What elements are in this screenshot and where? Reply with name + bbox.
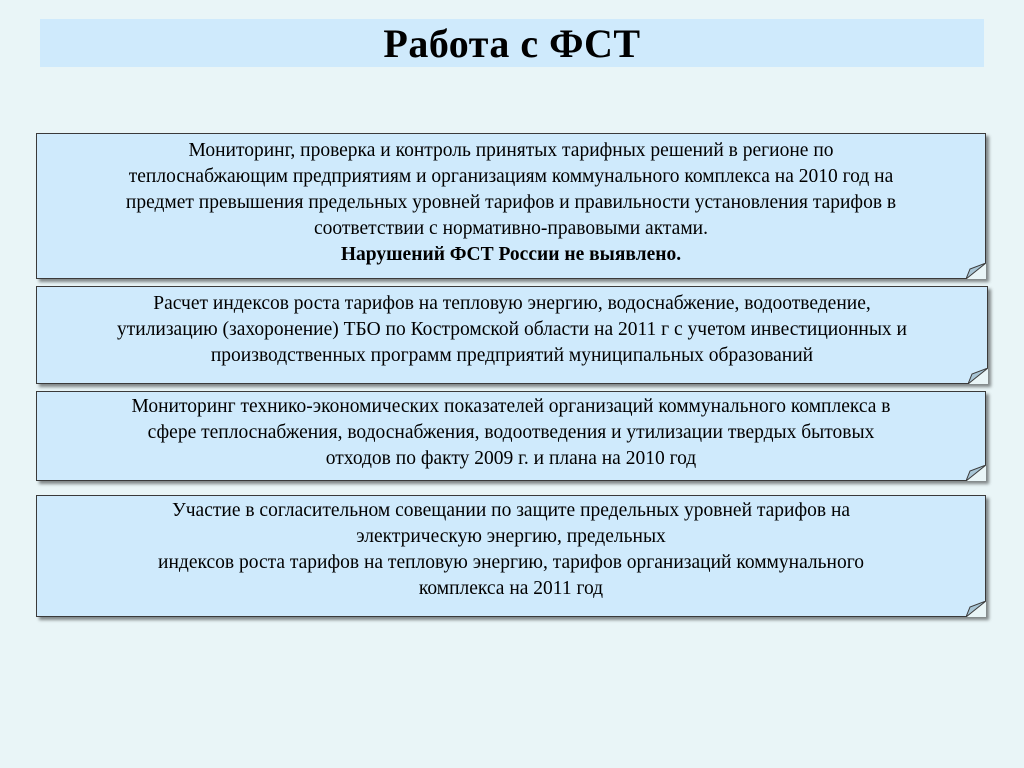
title-bar	[40, 19, 984, 67]
text-line: индексов роста тарифов на тепловую энергию, тарифов организаций коммунального	[158, 552, 864, 573]
text-line: отходов по факту 2009 г. и плана на 2010 год	[325, 448, 697, 469]
text-line: сфере теплоснабжения, водоснабжения, водоотведения и утилизации твердых бытовых	[147, 422, 875, 443]
text-box-index-calculation	[36, 286, 988, 384]
folded-corner-icon	[966, 263, 986, 279]
text-box-conciliation-meeting	[36, 495, 986, 617]
text-line: электрическую энергию, предельных	[356, 526, 666, 547]
text-line: Мониторинг, проверка и контроль принятых тарифных решений в регионе по	[188, 140, 834, 161]
folded-corner-icon	[966, 465, 986, 481]
text-box-tariff-monitoring	[36, 133, 986, 279]
text-box-indicator-monitoring	[36, 391, 986, 481]
text-line: Участие в согласительном совещании по защите предельных уровней тарифов на	[171, 500, 851, 521]
folded-corner-icon	[966, 601, 986, 617]
text-line: производственных программ предприятий муниципальных образований	[210, 345, 814, 366]
violations-statement: Нарушений ФСТ России не выявлено.	[340, 244, 682, 265]
text-line: предмет превышения предельных уровней тарифов и правильности установления тарифов в	[125, 192, 897, 213]
text-line: Мониторинг технико-экономических показателей организаций коммунального комплекса в	[131, 396, 891, 417]
text-line: Расчет индексов роста тарифов на тепловую энергию, водоснабжение, водоотведение,	[153, 293, 871, 314]
folded-corner-icon	[968, 368, 988, 384]
text-line: теплоснабжающим предприятиям и организациям коммунального комплекса на 2010 год на	[128, 166, 894, 187]
text-line: соответствии с нормативно-правовыми актами.	[314, 218, 708, 239]
text-line: комплекса на 2011 год	[418, 578, 604, 599]
slide-title: Работа с ФСТ	[383, 20, 641, 66]
text-line: утилизацию (захоронение) ТБО по Костромской области на 2011 г с учетом инвестиционных и	[116, 319, 907, 340]
